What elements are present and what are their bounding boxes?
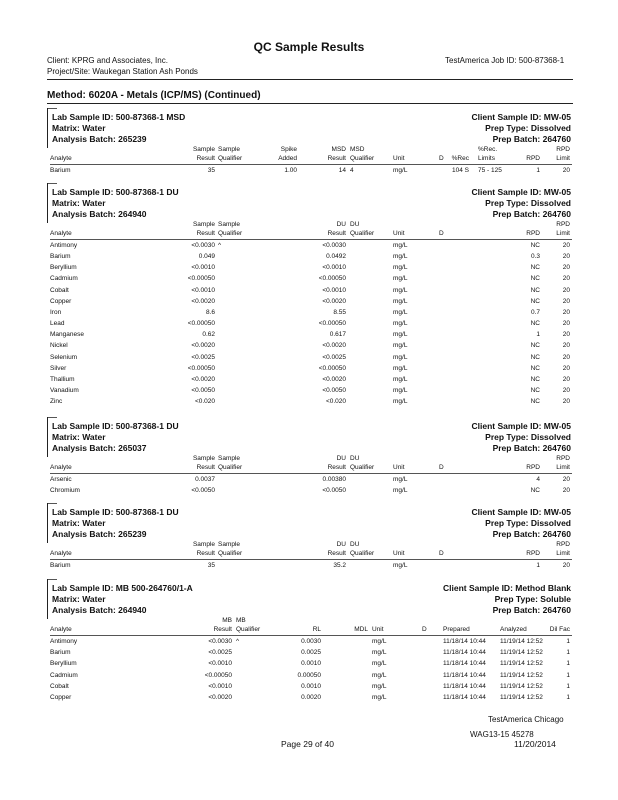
table-cell: 20 xyxy=(562,342,570,350)
prep-type: Prep Type: Dissolved xyxy=(485,123,571,133)
table-cell: NC xyxy=(530,320,540,328)
analyte-name: Manganese xyxy=(50,331,84,339)
column-header: Qualifier xyxy=(350,230,375,237)
column-header-top: RPD xyxy=(556,455,570,462)
analyte-name: Arsenic xyxy=(50,476,72,483)
table-cell: mg/L xyxy=(393,297,408,305)
lab-sample-id: Lab Sample ID: 500-87368-1 MSD xyxy=(52,112,186,122)
column-header-top: RPD xyxy=(556,541,570,548)
column-header: Qualifier xyxy=(218,464,243,471)
matrix: Matrix: Water xyxy=(52,518,106,528)
table-cell: 20 xyxy=(562,275,570,283)
table-cell: mg/L xyxy=(393,487,408,494)
column-header: RPD xyxy=(526,464,540,471)
column-header: Limit xyxy=(556,155,570,162)
table-cell: 14 xyxy=(338,167,346,174)
table-cell: NC xyxy=(530,297,540,305)
table-cell: 35.2 xyxy=(333,562,346,569)
column-header: Unit xyxy=(372,626,384,633)
table-cell: NC xyxy=(530,264,540,272)
analyte-name: Barium xyxy=(50,649,71,657)
table-cell: mg/L xyxy=(393,398,408,406)
client-sample-id: Client Sample ID: Method Blank xyxy=(443,583,571,593)
table-cell: 35 xyxy=(207,562,215,569)
job-id: TestAmerica Job ID: 500-87368-1 xyxy=(445,56,565,65)
footer-doc-id: WAG13-15 45278 xyxy=(470,730,534,739)
table-cell: <0.0010 xyxy=(208,682,232,690)
table-cell: NC xyxy=(530,398,540,406)
prep-type: Prep Type: Dissolved xyxy=(485,518,571,528)
column-header: %Rec xyxy=(451,155,469,162)
table-cell: mg/L xyxy=(393,308,408,316)
table-cell: 20 xyxy=(562,331,570,339)
table-cell: <0.020 xyxy=(194,398,215,406)
analyte-name: Copper xyxy=(50,694,72,701)
page-title: QC Sample Results xyxy=(253,40,365,54)
table-cell: mg/L xyxy=(393,242,408,249)
table-cell: <0.0010 xyxy=(322,264,346,272)
table-cell: <0.00050 xyxy=(318,275,346,283)
column-header-top: Sample xyxy=(218,146,241,153)
column-header: D xyxy=(439,230,444,237)
client-sample-id: Client Sample ID: MW-05 xyxy=(471,507,571,517)
table-cell: 1 xyxy=(566,660,570,668)
column-header-top: Sample xyxy=(192,455,215,462)
table-cell: ^ xyxy=(218,242,222,249)
column-header-top: Sample xyxy=(218,541,241,548)
table-cell: <0.00050 xyxy=(187,275,215,283)
client-sample-id: Client Sample ID: MW-05 xyxy=(471,187,571,197)
table-cell: 20 xyxy=(562,286,570,294)
column-header: Limit xyxy=(556,230,570,237)
table-cell: NC xyxy=(530,275,540,283)
table-cell: 20 xyxy=(562,264,570,272)
column-header: Result xyxy=(327,464,346,471)
table-cell: 20 xyxy=(562,297,570,305)
column-header-top: %Rec. xyxy=(478,146,498,153)
table-cell: 0.0025 xyxy=(301,649,321,657)
table-cell: <0.00050 xyxy=(204,671,232,679)
lab-sample-id: Lab Sample ID: 500-87368-1 DU xyxy=(52,507,179,517)
table-cell: ^ xyxy=(236,638,240,645)
table-cell: 4 xyxy=(536,476,540,483)
table-cell: 0.62 xyxy=(202,331,215,339)
column-header-top: DU xyxy=(350,541,360,548)
table-cell: 8.6 xyxy=(205,308,215,316)
table-cell: mg/L xyxy=(393,253,408,261)
analyte-name: Chromium xyxy=(50,487,80,494)
analyte-name: Barium xyxy=(50,562,71,569)
prep-batch: Prep Batch: 264760 xyxy=(492,134,571,144)
analysis-batch: Analysis Batch: 265239 xyxy=(52,134,147,144)
table-cell: <0.0010 xyxy=(322,286,346,294)
table-cell: 11/18/14 10:44 xyxy=(443,638,486,645)
analysis-batch: Analysis Batch: 264940 xyxy=(52,605,147,615)
table-cell: <0.00050 xyxy=(187,320,215,328)
table-cell: 20 xyxy=(562,353,570,361)
table-cell: 20 xyxy=(562,386,570,394)
column-header: RPD xyxy=(526,155,540,162)
column-header-top: Sample xyxy=(192,146,215,153)
column-header-top: DU xyxy=(350,221,360,228)
table-cell: 0.0010 xyxy=(301,682,321,690)
table-cell: <0.0020 xyxy=(191,375,215,383)
table-cell: <0.00050 xyxy=(318,364,346,372)
table-cell: 11/18/14 10:44 xyxy=(443,671,486,679)
analyte-name: Nickel xyxy=(50,342,68,350)
table-cell: mg/L xyxy=(393,476,408,483)
analyte-name: Copper xyxy=(50,297,72,305)
table-cell: <0.0010 xyxy=(208,660,232,668)
prep-batch: Prep Batch: 264760 xyxy=(492,605,571,615)
column-header: Result xyxy=(327,230,346,237)
column-header: Analyte xyxy=(50,626,72,633)
column-header: Limits xyxy=(478,155,495,162)
column-header-top: MB xyxy=(236,617,246,624)
column-header: RL xyxy=(312,626,321,633)
column-header: Analyte xyxy=(50,155,72,162)
analyte-name: Barium xyxy=(50,253,71,261)
column-header-top: MSD xyxy=(331,146,346,153)
table-cell: 20 xyxy=(562,487,570,494)
table-cell: mg/L xyxy=(393,331,408,339)
analyte-name: Silver xyxy=(50,364,67,372)
table-cell: 11/18/14 10:44 xyxy=(443,682,486,690)
table-cell: NC xyxy=(530,364,540,372)
column-header-top: DU xyxy=(350,455,360,462)
table-cell: 0.00050 xyxy=(297,671,321,679)
column-header-top: Sample xyxy=(192,221,215,228)
table-cell: 1 xyxy=(566,671,570,679)
table-cell: 0.00380 xyxy=(322,476,346,483)
analyte-name: Barium xyxy=(50,167,71,174)
table-cell: 11/19/14 12:52 xyxy=(500,694,543,701)
table-cell: mg/L xyxy=(372,671,387,679)
table-cell: mg/L xyxy=(393,275,408,283)
table-cell: 0.0492 xyxy=(326,253,346,261)
table-cell: NC xyxy=(530,286,540,294)
table-cell: mg/L xyxy=(393,167,408,174)
column-header: Qualifier xyxy=(350,550,375,557)
lab-sample-id: Lab Sample ID: 500-87368-1 DU xyxy=(52,421,179,431)
analyte-name: Selenium xyxy=(50,353,78,361)
matrix: Matrix: Water xyxy=(52,594,106,604)
matrix: Matrix: Water xyxy=(52,432,106,442)
analyte-name: Cadmium xyxy=(50,275,78,283)
table-cell: <0.0020 xyxy=(191,297,215,305)
column-header-top: Sample xyxy=(218,455,241,462)
footer-company: TestAmerica Chicago xyxy=(488,715,564,724)
table-cell: mg/L xyxy=(372,649,387,657)
column-header-top: MSD xyxy=(350,146,365,153)
table-cell: <0.0030 xyxy=(322,242,346,249)
column-header: D xyxy=(422,626,427,633)
client-sample-id: Client Sample ID: MW-05 xyxy=(471,421,571,431)
column-header: Result xyxy=(196,464,215,471)
column-header: MDL xyxy=(354,626,368,633)
table-cell: 11/19/14 12:52 xyxy=(500,682,543,690)
column-header: RPD xyxy=(526,550,540,557)
table-cell: mg/L xyxy=(393,286,408,294)
table-cell: mg/L xyxy=(393,320,408,328)
column-header: Added xyxy=(278,155,297,162)
table-cell: mg/L xyxy=(372,694,387,701)
table-cell: 35 xyxy=(207,167,215,174)
table-cell: <0.0010 xyxy=(191,264,215,272)
table-cell: 0.3 xyxy=(530,253,540,261)
column-header: Qualifier xyxy=(218,155,243,162)
column-header-top: Sample xyxy=(218,221,241,228)
column-header: Unit xyxy=(393,230,405,237)
column-header-top: RPD xyxy=(556,146,570,153)
column-header: Qualifier xyxy=(218,230,243,237)
table-cell: 20 xyxy=(562,308,570,316)
matrix: Matrix: Water xyxy=(52,123,106,133)
table-cell: 4 xyxy=(350,167,354,174)
table-cell: <0.0020 xyxy=(208,694,232,701)
table-cell: NC xyxy=(530,487,540,494)
table-cell: 0.0020 xyxy=(301,694,321,701)
table-cell: 1 xyxy=(536,562,540,569)
table-cell: mg/L xyxy=(372,682,387,690)
table-cell: 20 xyxy=(562,242,570,249)
footer-page: Page 29 of 40 xyxy=(281,739,334,749)
column-header-top: DU xyxy=(336,541,346,548)
column-header: Unit xyxy=(393,464,405,471)
table-cell: 11/19/14 12:52 xyxy=(500,671,543,679)
table-cell: mg/L xyxy=(372,638,387,645)
column-header: Dil Fac xyxy=(549,626,570,633)
table-cell: <0.0010 xyxy=(191,286,215,294)
table-cell: <0.0050 xyxy=(322,487,346,494)
column-header: Qualifier xyxy=(350,155,375,162)
project-site: Project/Site: Waukegan Station Ash Ponds xyxy=(47,67,198,76)
table-cell: 0.0010 xyxy=(301,660,321,668)
table-cell: 11/19/14 12:52 xyxy=(500,660,543,668)
table-cell: 20 xyxy=(562,562,570,569)
table-cell: 11/18/14 10:44 xyxy=(443,694,486,701)
column-header: D xyxy=(439,464,444,471)
prep-type: Prep Type: Soluble xyxy=(494,594,571,604)
analyte-name: Beryllium xyxy=(50,660,77,668)
table-cell: <0.0020 xyxy=(191,342,215,350)
column-header: Unit xyxy=(393,155,405,162)
column-header: Unit xyxy=(393,550,405,557)
column-header-top: Sample xyxy=(192,541,215,548)
column-header: Analyte xyxy=(50,550,72,557)
table-cell: 1 xyxy=(566,649,570,657)
column-header: Result xyxy=(196,155,215,162)
matrix: Matrix: Water xyxy=(52,198,106,208)
prep-batch: Prep Batch: 264760 xyxy=(492,529,571,539)
column-header-top: Spike xyxy=(280,146,297,153)
analysis-batch: Analysis Batch: 265037 xyxy=(52,443,147,453)
prep-batch: Prep Batch: 264760 xyxy=(492,443,571,453)
prep-type: Prep Type: Dissolved xyxy=(485,432,571,442)
table-cell: NC xyxy=(530,242,540,249)
table-cell: mg/L xyxy=(372,660,387,668)
table-cell: 1 xyxy=(536,331,540,339)
table-cell: <0.0020 xyxy=(322,342,346,350)
table-cell: mg/L xyxy=(393,342,408,350)
table-cell: 0.617 xyxy=(329,331,346,339)
analyte-name: Antimony xyxy=(50,638,78,645)
column-header: Limit xyxy=(556,550,570,557)
column-header: D xyxy=(439,155,444,162)
client-name: Client: KPRG and Associates, Inc. xyxy=(47,56,168,65)
analyte-name: Cobalt xyxy=(50,286,69,294)
table-cell: 20 xyxy=(562,476,570,483)
table-cell: 20 xyxy=(562,167,570,174)
table-cell: <0.00050 xyxy=(318,320,346,328)
table-cell: 11/19/14 12:52 xyxy=(500,638,543,645)
column-header: Analyzed xyxy=(500,626,527,633)
table-cell: 75 - 125 xyxy=(478,167,502,174)
table-cell: <0.0020 xyxy=(322,375,346,383)
column-header: RPD xyxy=(526,230,540,237)
column-header: Result xyxy=(327,155,346,162)
column-header: Result xyxy=(196,550,215,557)
lab-sample-id: Lab Sample ID: 500-87368-1 DU xyxy=(52,187,179,197)
column-header-top: MB xyxy=(222,617,232,624)
table-cell: 0.049 xyxy=(198,253,215,261)
analyte-name: Cobalt xyxy=(50,682,69,690)
column-header: Result xyxy=(327,550,346,557)
table-cell: <0.0025 xyxy=(191,353,215,361)
column-header-top: DU xyxy=(336,455,346,462)
table-cell: <0.0025 xyxy=(322,353,346,361)
table-cell: 1.00 xyxy=(284,167,297,174)
table-cell: 20 xyxy=(562,253,570,261)
column-header: D xyxy=(439,550,444,557)
table-cell: NC xyxy=(530,386,540,394)
table-cell: 1 xyxy=(566,682,570,690)
analyte-name: Lead xyxy=(50,320,65,328)
table-cell: 8.55 xyxy=(333,308,346,316)
prep-type: Prep Type: Dissolved xyxy=(485,198,571,208)
table-cell: 1 xyxy=(566,694,570,701)
analysis-batch: Analysis Batch: 265239 xyxy=(52,529,147,539)
table-cell: <0.0050 xyxy=(191,487,215,494)
table-cell: 1 xyxy=(536,167,540,174)
analyte-name: Beryllium xyxy=(50,264,77,272)
table-cell: <0.0050 xyxy=(322,386,346,394)
table-cell: 11/19/14 12:52 xyxy=(500,649,543,657)
column-header: Limit xyxy=(556,464,570,471)
table-cell: 20 xyxy=(562,398,570,406)
table-cell: NC xyxy=(530,353,540,361)
table-cell: mg/L xyxy=(393,264,408,272)
table-cell: mg/L xyxy=(393,386,408,394)
table-cell: mg/L xyxy=(393,375,408,383)
table-cell: NC xyxy=(530,342,540,350)
column-header-top: DU xyxy=(336,221,346,228)
column-header-top: RPD xyxy=(556,221,570,228)
column-header: Analyte xyxy=(50,464,72,471)
table-cell: mg/L xyxy=(393,562,408,569)
analyte-name: Cadmium xyxy=(50,671,78,679)
table-cell: 11/18/14 10:44 xyxy=(443,660,486,668)
client-sample-id: Client Sample ID: MW-05 xyxy=(471,112,571,122)
table-cell: 0.0030 xyxy=(301,638,321,645)
column-header: Qualifier xyxy=(350,464,375,471)
table-cell: <0.0025 xyxy=(208,649,232,657)
footer-date: 11/20/2014 xyxy=(514,739,556,749)
table-cell: <0.0030 xyxy=(191,242,215,249)
table-cell: mg/L xyxy=(393,364,408,372)
table-cell: 0.0037 xyxy=(195,476,215,483)
column-header: Qualifier xyxy=(218,550,243,557)
column-header: Qualifier xyxy=(236,626,261,633)
lab-sample-id: Lab Sample ID: MB 500-264760/1-A xyxy=(52,583,193,593)
table-cell: <0.00050 xyxy=(187,364,215,372)
table-cell: <0.0030 xyxy=(208,638,232,645)
analyte-name: Zinc xyxy=(50,398,63,406)
table-cell: 0.7 xyxy=(530,308,540,316)
analyte-name: Vanadium xyxy=(50,386,79,394)
table-cell: 20 xyxy=(562,375,570,383)
table-cell: NC xyxy=(530,375,540,383)
column-header: Analyte xyxy=(50,230,72,237)
table-cell: 104 S xyxy=(452,167,469,174)
table-cell: 20 xyxy=(562,320,570,328)
analyte-name: Thallium xyxy=(50,375,75,383)
column-header: Prepared xyxy=(443,626,470,633)
table-cell: <0.0020 xyxy=(322,297,346,305)
column-header: Result xyxy=(213,626,232,633)
table-cell: mg/L xyxy=(393,353,408,361)
analyte-name: Antimony xyxy=(50,242,78,249)
table-cell: 20 xyxy=(562,364,570,372)
analysis-batch: Analysis Batch: 264940 xyxy=(52,209,147,219)
table-cell: <0.0050 xyxy=(191,386,215,394)
table-cell: 1 xyxy=(566,638,570,645)
prep-batch: Prep Batch: 264760 xyxy=(492,209,571,219)
column-header: Result xyxy=(196,230,215,237)
method-title: Method: 6020A - Metals (ICP/MS) (Continued) xyxy=(47,90,261,101)
table-cell: 11/18/14 10:44 xyxy=(443,649,486,657)
analyte-name: Iron xyxy=(50,308,62,316)
table-cell: <0.020 xyxy=(325,398,346,406)
